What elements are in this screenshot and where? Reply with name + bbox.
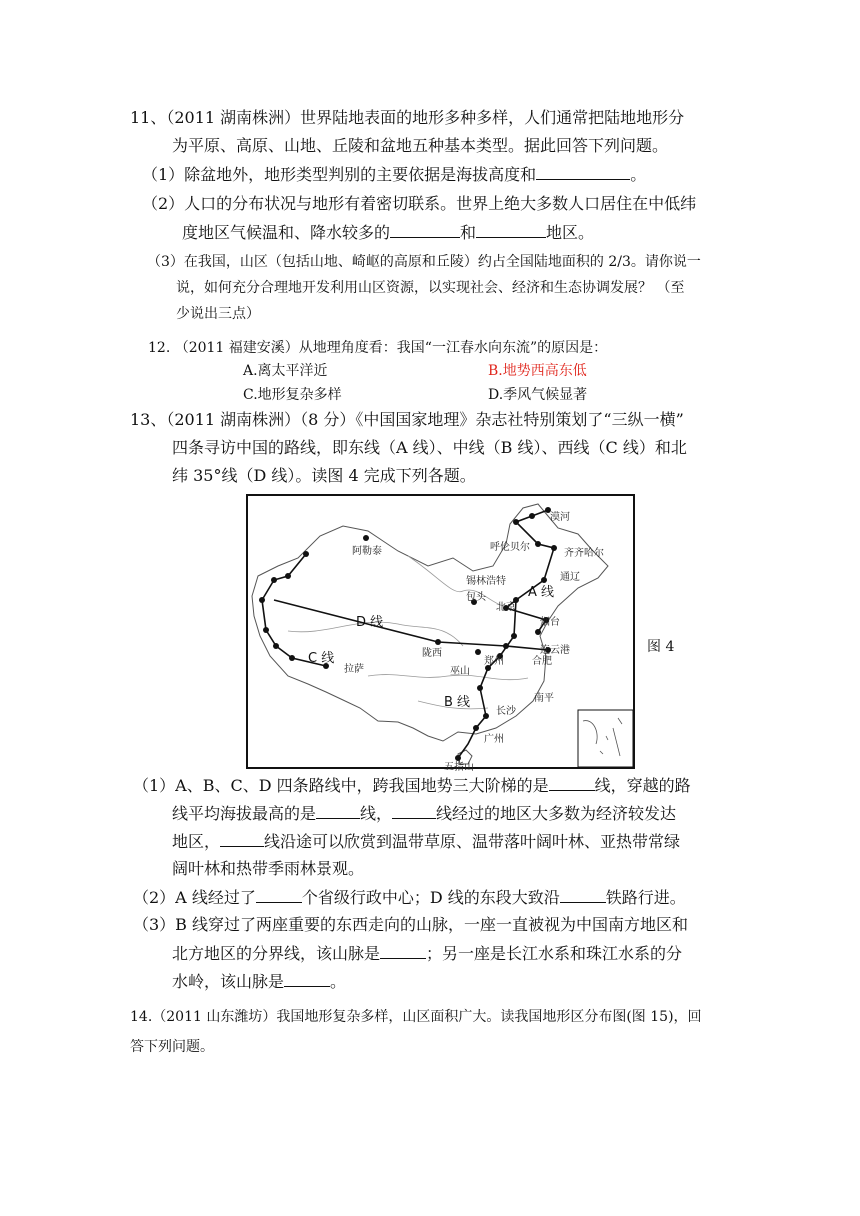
label-mohe: 漠河	[550, 512, 570, 523]
city-dot	[503, 643, 509, 649]
route-a-line	[506, 510, 554, 632]
q13-sub1-line3	[172, 830, 680, 853]
label-line-a: A 线	[528, 585, 555, 600]
city-dot	[289, 655, 295, 661]
answer-blank[interactable]	[536, 163, 630, 180]
label-hulunbeier: 呼伦贝尔	[490, 542, 530, 553]
answer-blank[interactable]	[560, 886, 606, 903]
label-tongliao: 通辽	[560, 572, 580, 583]
q13-line3: 纬 35°线（D 线）。读图 4 完成下列各题。	[172, 466, 476, 485]
q13-sub1-text: 线，穿越的路	[594, 776, 691, 795]
label-baotou: 包头	[466, 592, 486, 603]
city-dot	[455, 755, 461, 761]
label-yantai: 烟台	[540, 617, 560, 628]
city-dot	[529, 513, 535, 519]
label-changsha: 长沙	[496, 706, 516, 717]
q13-line1: 13、（2011 湖南株洲）（8 分）《中国国家地理》杂志社特别策划了“三纵一横”	[130, 410, 684, 429]
q11-part3-line1: （3）在我国，山区（包括山地、崎岖的高原和丘陵）约占全国陆地面积的 2/3。请你说一	[147, 254, 701, 270]
q11-part2-text: 度地区气候温和、降水较多的	[182, 223, 391, 242]
q13-sub2-text: （2）A 线经过了	[133, 888, 256, 907]
q12-option-a[interactable]: A.离太平洋近	[243, 363, 328, 379]
label-line-c: C 线	[308, 651, 335, 666]
q11-part3-line2: 说，如何充分合理地开发利用山区资源，以实现社会、经济和生态协调发展？ （至	[176, 280, 685, 296]
q13-sub1-text: 线平均海拔最高的是	[172, 804, 317, 823]
city-dot	[271, 577, 277, 583]
q11-part2-and: 和	[460, 223, 477, 242]
q11-line1: 11、（2011 湖南株洲）世界陆地表面的地形多种多样，人们通常把陆地地形分	[130, 108, 685, 127]
q13-sub1-line4: 阔叶林和热带季雨林景观。	[172, 859, 365, 878]
answer-blank[interactable]	[256, 886, 302, 903]
label-line-d: D 线	[356, 615, 384, 630]
city-dot	[363, 535, 369, 541]
city-dot	[475, 649, 481, 655]
q13-sub2-text: 铁路行进。	[605, 888, 686, 907]
label-nanping: 南平	[534, 693, 554, 704]
q14-line2: 答下列问题。	[130, 1039, 214, 1055]
route-c-line	[262, 554, 326, 666]
answer-blank[interactable]	[316, 802, 360, 819]
answer-blank[interactable]	[390, 221, 460, 238]
china-map-svg	[248, 496, 633, 773]
answer-blank[interactable]	[476, 221, 546, 238]
q11-part3-line3: 少说出三点）	[176, 306, 260, 322]
q11-part2-end: 地区。	[546, 223, 595, 242]
q11-part2-line2	[182, 221, 594, 244]
q13-sub3-line1: （3）B 线穿过了两座重要的东西走向的山脉，一座一直被视为中国南方地区和	[133, 915, 689, 934]
answer-blank[interactable]	[220, 830, 264, 847]
q13-sub3-text: 。	[330, 972, 347, 991]
city-dot	[273, 643, 279, 649]
q13-sub3-text: 北方地区的分界线，该山脉是	[172, 944, 381, 963]
q13-sub3-text: ；另一座是长江水系和珠江水系的分	[426, 944, 683, 963]
city-dot	[435, 639, 441, 645]
q13-sub3-line3	[172, 970, 346, 993]
label-altai: 阿勒泰	[352, 546, 382, 557]
q13-sub1-line1	[133, 774, 691, 797]
q11-part1	[142, 163, 646, 186]
q11-part1-end: 。	[630, 165, 647, 184]
label-lasa: 拉萨	[344, 664, 364, 675]
label-wuzhishan: 五指山	[444, 762, 474, 773]
q13-sub1-text: 线，	[360, 804, 393, 823]
q13-sub1-text: 线经过的地区大多数为经济较发达	[436, 804, 677, 823]
label-qiqihaer: 齐齐哈尔	[564, 548, 604, 559]
label-longxi: 陇西	[422, 648, 442, 659]
city-dot	[303, 551, 309, 557]
label-hefei: 合肥	[532, 656, 552, 667]
q14-line1: 14.（2011 山东潍坊）我国地形复杂多样，山区面积广大。读我国地形区分布图(图 15)，回	[130, 1009, 702, 1025]
q11-line2: 为平原、高原、山地、丘陵和盆地五种基本类型。据此回答下列问题。	[172, 136, 669, 155]
q12-option-b[interactable]: B.地势西高东低	[488, 363, 587, 379]
q11-part1-text: （1）除盆地外，地形类型判别的主要依据是海拔高度和	[142, 165, 537, 184]
city-dot	[551, 545, 557, 551]
q13-line2: 四条寻访中国的路线，即东线（A 线）、中线（B 线）、西线（C 线）和北	[172, 438, 687, 457]
label-line-b: B 线	[444, 695, 471, 710]
route-map	[246, 494, 635, 773]
city-dot	[541, 577, 547, 583]
q12-option-d[interactable]: D.季风气候显著	[488, 387, 588, 403]
q12-option-c[interactable]: C.地形复杂多样	[243, 387, 342, 403]
label-wushan: 巫山	[450, 666, 470, 677]
q13-sub1-line2	[172, 802, 676, 825]
city-dot	[511, 633, 517, 639]
label-beijing: 北京	[496, 602, 516, 613]
label-guangzhou: 广州	[484, 734, 504, 745]
q11-part2-line1: （2）人口的分布状况与地形有着密切联系。世界上绝大多数人口居住在中低纬	[142, 194, 697, 213]
answer-blank[interactable]	[380, 942, 426, 959]
label-zhengzhou: 郑州	[484, 656, 504, 667]
answer-blank[interactable]	[392, 802, 436, 819]
river-line	[368, 675, 528, 680]
q13-sub3-text: 水岭，该山脉是	[172, 972, 285, 991]
city-dot	[483, 713, 489, 719]
label-xilinhaote: 锡林浩特	[466, 576, 506, 587]
q13-sub1-text: 线沿途可以欣赏到温带草原、温带落叶阔叶林、亚热带常绿	[264, 832, 681, 851]
figure-caption: 图 4	[647, 639, 675, 655]
city-dot	[259, 597, 265, 603]
q13-sub3-line2	[172, 942, 682, 965]
city-dot	[263, 627, 269, 633]
inset-map-frame	[578, 710, 633, 767]
q13-sub1-text: （1）A、B、C、D 四条路线中，跨我国地势三大阶梯的是	[133, 776, 549, 795]
city-dot	[473, 725, 479, 731]
q13-sub2	[133, 886, 686, 909]
city-dot	[513, 519, 519, 525]
city-dot	[285, 573, 291, 579]
city-dot	[535, 541, 541, 547]
city-dot	[535, 629, 541, 635]
q13-sub2-text: 个省级行政中心；D 线的东段大致沿	[301, 888, 560, 907]
city-dot	[477, 685, 483, 691]
label-lianyungang: 连云港	[540, 645, 570, 656]
q12-stem: 12. （2011 福建安溪）从地理角度看：我国“一江春水向东流”的原因是：	[148, 340, 608, 356]
q13-sub1-text: 地区，	[172, 832, 221, 851]
answer-blank[interactable]	[549, 774, 595, 791]
answer-blank[interactable]	[284, 970, 330, 987]
